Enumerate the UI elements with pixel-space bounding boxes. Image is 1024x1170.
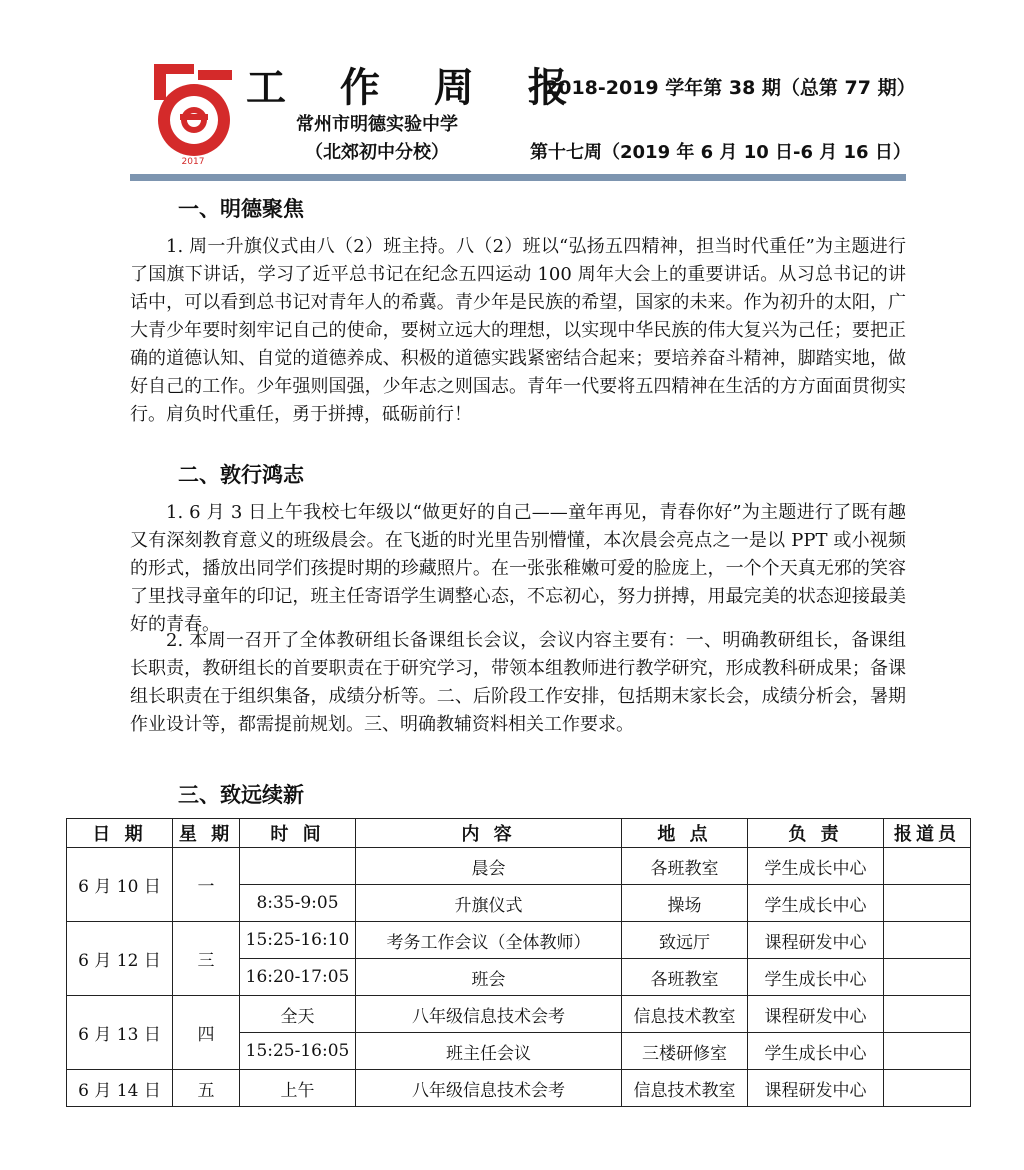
section3-heading: 三、致远续新: [178, 783, 304, 807]
table-row: [67, 996, 971, 1033]
place-cell: 操场: [622, 885, 748, 922]
owner-cell: 学生成长中心: [748, 1033, 884, 1070]
section2-paragraph-1: 1. 6 月 3 日上午我校七年级以“做更好的自己——童年再见，青春你好”为主题进行了既有趣又有深刻教育意义的班级晨会。在飞逝的时光里告别懵懂，本次晨会亮点之一是以 PPT 或小视频的形式，播放出同学们孩提时期的珍藏照片。在一张张稚嫩可爱的脸庞上，一个个天真无邪的笑容了里找寻童年的印记，班主任寄语学生调整心态，不忘初心，努力拼搏，用最完美的状态迎接最美好的青春。: [130, 502, 906, 635]
place-cell: 各班教室: [622, 848, 748, 885]
reporter-cell: [884, 885, 971, 922]
date-cell: 6 月 12 日: [67, 922, 173, 996]
school-name: 常州市明德实验中学: [296, 114, 458, 135]
weekday-cell: 五: [173, 1070, 240, 1107]
time-cell: 15:25-16:05: [240, 1033, 356, 1070]
table-row: [67, 848, 971, 885]
date-cell: 6 月 14 日: [67, 1070, 173, 1107]
time-cell: 8:35-9:05: [240, 885, 356, 922]
time-cell: 15:25-16:10: [240, 922, 356, 959]
reporter-cell: [884, 1070, 971, 1107]
place-cell: 三楼研修室: [622, 1033, 748, 1070]
reporter-cell: [884, 922, 971, 959]
reporter-cell: [884, 848, 971, 885]
column-header: 日 期: [67, 819, 173, 848]
section1-paragraph: 1. 周一升旗仪式由八（2）班主持。八（2）班以“弘扬五四精神，担当时代重任”为主题进行了国旗下讲话，学习了近平总书记在纪念五四运动 100 周年大会上的重要讲话。从习总书记的讲话中，可以看到总书记对青年人的希冀。青少年是民族的希望，国家的未来。作为初升的太阳，广大青少年要时刻牢记自己的使命，要树立远大的理想，以实现中华民族的伟大复兴为己任；要把正确的道德认知、自觉的道德养成、积极的道德实践紧密结合起来；要培养奋斗精神，脚踏实地，做好自己的工作。少年强则国强，少年志之则国志。青年一代要将五四精神在生活的方方面面贯彻实行。肩负时代重任，勇于拼搏，砥砺前行！: [130, 236, 906, 425]
time-cell: [240, 848, 356, 885]
column-header: 时 间: [240, 819, 356, 848]
section1-heading: 一、明德聚焦: [178, 197, 304, 221]
place-cell: 致远厅: [622, 922, 748, 959]
table-row: [67, 1070, 971, 1107]
column-header: 星 期: [173, 819, 240, 848]
time-cell: 16:20-17:05: [240, 959, 356, 996]
owner-cell: 学生成长中心: [748, 848, 884, 885]
branch-name: （北郊初中分校）: [305, 142, 449, 163]
section2-heading: 二、敦行鸿志: [178, 463, 304, 487]
header-divider: [130, 174, 906, 181]
owner-cell: 学生成长中心: [748, 959, 884, 996]
date-cell: 6 月 10 日: [67, 848, 173, 922]
column-header: 内 容: [356, 819, 622, 848]
table-header-row: [67, 819, 971, 848]
report-title: 工 作 周 报: [246, 65, 588, 111]
week-range: 第十七周（2019 年 6 月 10 日-6 月 16 日）: [530, 142, 911, 163]
content-cell: 班主任会议: [356, 1033, 622, 1070]
owner-cell: 课程研发中心: [748, 1070, 884, 1107]
content-cell: 考务工作会议（全体教师）: [356, 922, 622, 959]
logo-year: 2017: [181, 157, 205, 167]
reporter-cell: [884, 959, 971, 996]
section2-paragraph-2: 2. 本周一召开了全体教研组长备课组长会议，会议内容主要有：一、明确教研组长，备课组长职责，教研组长的首要职责在于研究学习，带领本组教师进行教学研究，形成教科研成果；备课组长职责在于组织集备，成绩分析等。二、后阶段工作安排，包括期末家长会，成绩分析会，暑期作业设计等，都需提前规划。三、明确教辅资料相关工作要求。: [130, 630, 906, 735]
owner-cell: 学生成长中心: [748, 885, 884, 922]
issue-number: 2018-2019 学年第 38 期（总第 77 期）: [545, 77, 916, 99]
school-logo-icon: [150, 58, 236, 170]
content-cell: 八年级信息技术会考: [356, 1070, 622, 1107]
content-cell: 班会: [356, 959, 622, 996]
reporter-cell: [884, 1033, 971, 1070]
content-cell: 升旗仪式: [356, 885, 622, 922]
place-cell: 信息技术教室: [622, 996, 748, 1033]
owner-cell: 课程研发中心: [748, 996, 884, 1033]
weekday-cell: 四: [173, 996, 240, 1070]
weekday-cell: 三: [173, 922, 240, 996]
time-cell: 全天: [240, 996, 356, 1033]
owner-cell: 课程研发中心: [748, 922, 884, 959]
weekday-cell: 一: [173, 848, 240, 922]
place-cell: 信息技术教室: [622, 1070, 748, 1107]
reporter-cell: [884, 996, 971, 1033]
table-row: [67, 922, 971, 959]
time-cell: 上午: [240, 1070, 356, 1107]
column-header: 负 责: [748, 819, 884, 848]
schedule-table: [66, 818, 971, 1107]
column-header: 报道员: [884, 819, 971, 848]
content-cell: 八年级信息技术会考: [356, 996, 622, 1033]
date-cell: 6 月 13 日: [67, 996, 173, 1070]
content-cell: 晨会: [356, 848, 622, 885]
place-cell: 各班教室: [622, 959, 748, 996]
column-header: 地 点: [622, 819, 748, 848]
